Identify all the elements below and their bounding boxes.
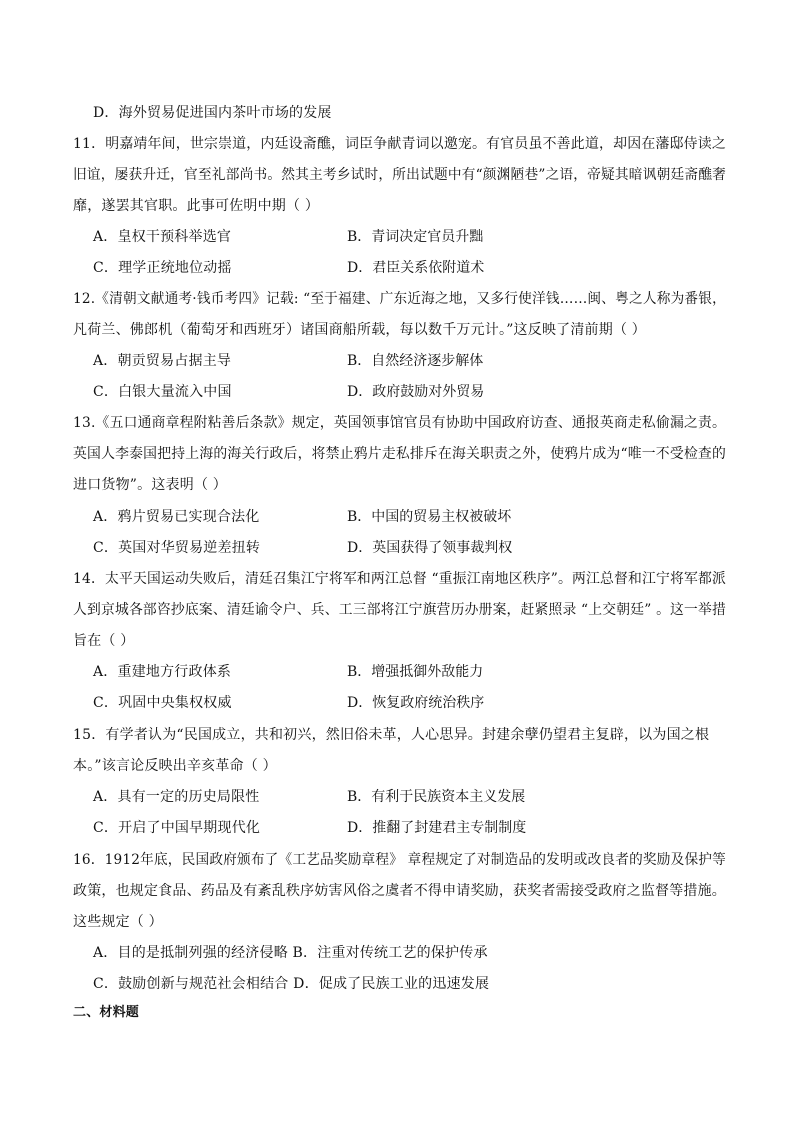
q13-option-b: B．中国的贸易主权被破坏 (347, 509, 512, 525)
q13-option-d: D．英国获得了领事裁判权 (347, 540, 513, 556)
q12-option-d: D．政府鼓励对外贸易 (347, 384, 485, 400)
q15-stem-line-1: 15．有学者认为“民国成立，共和初兴，然旧俗未革，人心思异。封建余孽仍望君主复辟，以为国之根 (73, 727, 710, 743)
q13-option-a: A．鸦片贸易已实现合法化 (93, 509, 260, 525)
q14-option-c: C．巩固中央集权权威 (93, 695, 232, 711)
section-heading-materials: 二、材料题 (73, 1005, 140, 1020)
q16-options-ab: A．目的是抵制列强的经济侵略 B．注重对传统工艺的保护传承 (93, 945, 488, 961)
q14-stem-line-2: 人到京城各部咨抄底案、清廷谕令户、兵、工三部将江宁旗营历办册案，赶紧照录 “上交朝廷” 。这一举措 (73, 602, 726, 618)
q15-option-c: C．开启了中国早期现代化 (93, 820, 261, 836)
q15-option-d: D．推翻了封建君主专制制度 (347, 820, 527, 836)
q14-option-d: D．恢复政府统治秩序 (347, 695, 485, 711)
q13-stem-line-2: 英国人李泰国把持上海的海关行政后，将禁止鸦片走私排斥在海关职责之外，使鸦片成为“唯一不受检查的 (73, 446, 726, 462)
q11-option-b: B．青词决定官员升黜 (347, 229, 484, 245)
q15-option-a: A．具有一定的历史局限性 (93, 789, 260, 805)
q15-stem-line-2: 本。”该言论反映出辛亥革命（ ） (73, 758, 277, 774)
q11-stem-line-2: 旧谊，屡获升迁，官至礼部尚书。然其主考乡试时，所出试题中有“颜渊陋巷”之语，帝疑其暗讽朝廷斋醮奢 (73, 167, 726, 183)
q16-stem-line-1: 16．1912年底，民国政府颁布了《工艺品奖励章程》 章程规定了对制造品的发明或改良者的奖励及保护等 (73, 852, 726, 868)
q13-stem-line-1: 13.《五口通商章程附粘善后条款》规定，英国领事馆官员有协助中国政府访查、通报英商走私偷漏之责。 (73, 415, 726, 431)
q13-stem-line-3: 进口货物”。这表明（ ） (73, 477, 228, 493)
q11-option-a: A．皇权干预科举选官 (93, 229, 232, 245)
q11-option-d: D．君臣关系依附道术 (347, 260, 485, 276)
q13-option-c: C．英国对华贸易逆差扭转 (93, 540, 261, 556)
q14-option-a: A．重建地方行政体系 (93, 664, 232, 680)
q12-option-b: B．自然经济逐步解体 (347, 353, 484, 369)
q11-option-c: C．理学正统地位动摇 (93, 260, 232, 276)
q16-stem-line-2: 政策，也规定食品、药品及有紊乱秩序妨害风俗之虞者不得申请奖励，获奖者需接受政府之监督等措施。 (73, 883, 726, 899)
q15-option-b: B．有利于民族资本主义发展 (347, 789, 526, 805)
q12-option-a: A．朝贡贸易占据主导 (93, 353, 232, 369)
q11-stem-line-1: 11．明嘉靖年间，世宗崇道，内廷设斋醮，词臣争献青词以邀宠。有官员虽不善此道，却因在藩邸侍读之 (73, 136, 726, 152)
q14-stem-line-1: 14．太平天国运动失败后，清廷召集江宁将军和两江总督 “重振江南地区秩序”。两江总督和江宁将军都派 (73, 571, 726, 587)
q14-stem-line-3: 旨在（ ） (73, 633, 135, 649)
q16-stem-line-3: 这些规定（ ） (73, 914, 163, 930)
q14-option-b: B．增强抵御外敌能力 (347, 664, 484, 680)
q10-option-d: D．海外贸易促进国内茶叶市场的发展 (93, 105, 332, 121)
q16-options-cd: C．鼓励创新与规范社会相结合 D．促成了民族工业的迅速发展 (93, 976, 490, 992)
q12-stem-line-2: 凡荷兰、佛郎机（葡萄牙和西班牙）诸国商船所载，每以数千万元计。”这反映了清前期（ ） (73, 322, 647, 338)
q12-option-c: C．白银大量流入中国 (93, 384, 232, 400)
q12-stem-line-1: 12.《清朝文献通考·钱币考四》记载: “至于福建、广东近海之地，又多行使洋钱……闽、粤之人称为番银， (73, 291, 726, 307)
q11-stem-line-3: 靡，遂罢其官职。此事可佐明中期（ ） (73, 198, 320, 214)
